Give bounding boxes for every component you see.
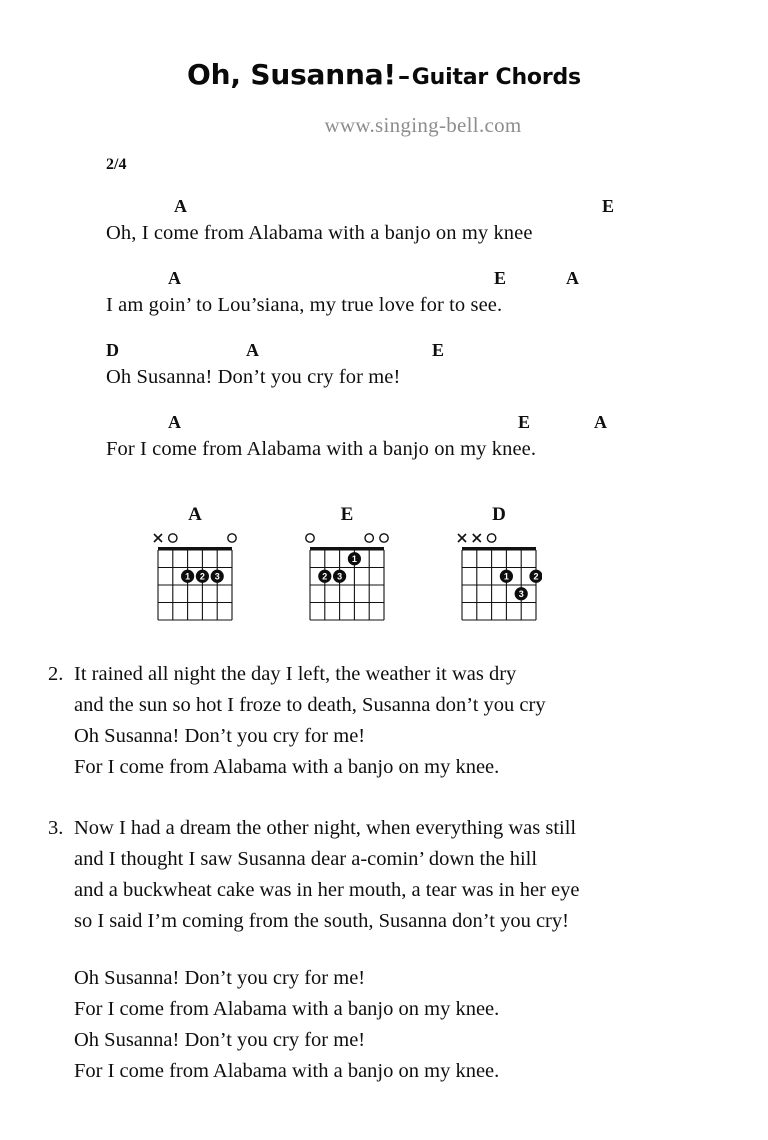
verse-line: and a buckwheat cake was in her mouth, a tear was in her eye (74, 879, 580, 901)
verse-line: so I said I’m coming from the south, Susanna don’t you cry! (74, 910, 569, 932)
lyric-line: For I come from Alabama with a banjo on my knee. (106, 438, 537, 460)
verse-line: It rained all night the day I left, the weather it was dry (74, 663, 517, 685)
website-url: www.singing-bell.com (324, 113, 522, 137)
open-string-marker (380, 534, 388, 542)
chord-row (106, 196, 768, 219)
chord-sheet (0, 156, 768, 465)
open-string-marker (365, 534, 373, 542)
open-string-marker (306, 534, 314, 542)
finger-dot (500, 570, 513, 583)
chord-label: E (432, 340, 445, 360)
chord-diagram-E (304, 503, 390, 631)
finger-dot (348, 552, 361, 565)
final-chorus (0, 963, 768, 1087)
chord-row (106, 412, 768, 435)
chord-diagram-name: A (188, 504, 202, 525)
chord-diagram-name: E (340, 504, 354, 525)
chord-diagram-grid (456, 526, 542, 626)
svg-text:1: 1 (503, 571, 509, 582)
svg-text:3: 3 (214, 571, 220, 582)
time-signature: 2/4 (106, 156, 127, 173)
verse-number: 3. (48, 817, 64, 839)
chord-diagram-A (152, 503, 238, 631)
chord-label: A (168, 412, 181, 432)
verse (48, 813, 768, 937)
chord-row (106, 340, 768, 363)
finger-dot (333, 570, 346, 583)
open-string-marker (228, 534, 236, 542)
chord-row (106, 268, 768, 291)
svg-text:2: 2 (322, 571, 328, 582)
chord-diagram-D (456, 503, 542, 631)
svg-text:2: 2 (533, 571, 539, 582)
verse (48, 659, 768, 783)
verse-list (0, 659, 768, 937)
open-string-marker (169, 534, 177, 542)
title-subtitle: Guitar Chords (411, 65, 581, 90)
chord-lyric-line (106, 340, 768, 393)
verse-line: Now I had a dream the other night, when everything was still (74, 817, 577, 839)
verse-line: and I thought I saw Susanna dear a-comin’ down the hill (74, 848, 538, 870)
verse-line: and the sun so hot I froze to death, Susanna don’t you cry (74, 694, 546, 716)
chord-label: E (602, 196, 615, 216)
chord-label: A (168, 268, 181, 288)
chord-label: D (106, 340, 119, 360)
final-chorus-line: For I come from Alabama with a banjo on my knee. (74, 1060, 500, 1082)
chord-label: A (174, 196, 187, 216)
chord-label: E (494, 268, 507, 288)
title-dash: – (397, 62, 410, 90)
page-title (0, 58, 768, 91)
finger-dot (196, 570, 209, 583)
chord-lyric-line (106, 196, 768, 249)
muted-string-marker (473, 534, 481, 542)
chord-lyric-line (106, 268, 768, 321)
finger-dot (211, 570, 224, 583)
finger-dot (181, 570, 194, 583)
verse-line: For I come from Alabama with a banjo on my knee. (74, 756, 500, 778)
svg-text:2: 2 (199, 571, 205, 582)
muted-string-marker (154, 534, 162, 542)
chord-label: A (246, 340, 259, 360)
title-song-name: Oh, Susanna! (187, 58, 396, 91)
chord-label: E (518, 412, 531, 432)
svg-text:3: 3 (518, 589, 524, 600)
chord-diagram-row (0, 503, 768, 631)
muted-string-marker (458, 534, 466, 542)
verse-line: Oh Susanna! Don’t you cry for me! (74, 725, 366, 747)
finger-dot (529, 570, 542, 583)
svg-text:3: 3 (337, 571, 343, 582)
chord-label: A (566, 268, 579, 288)
chord-diagram-grid (152, 526, 238, 626)
open-string-marker (487, 534, 495, 542)
final-chorus-line: For I come from Alabama with a banjo on my knee. (74, 998, 500, 1020)
finger-dot (515, 587, 528, 600)
svg-text:1: 1 (185, 571, 191, 582)
chord-diagram-name: D (492, 504, 506, 525)
lyric-line: Oh, I come from Alabama with a banjo on my knee (106, 222, 533, 244)
finger-dot (318, 570, 331, 583)
lyric-line: I am goin’ to Lou’siana, my true love for to see. (106, 294, 503, 316)
chord-lyric-line (106, 412, 768, 465)
verse-body (74, 659, 768, 783)
svg-text:1: 1 (351, 554, 357, 565)
page-header (0, 0, 768, 138)
chord-diagram-grid (304, 526, 390, 626)
final-chorus-line: Oh Susanna! Don’t you cry for me! (74, 967, 366, 989)
chorus-chord-lines (106, 196, 768, 465)
chord-label: A (594, 412, 607, 432)
lyric-line: Oh Susanna! Don’t you cry for me! (106, 366, 401, 388)
verse-number: 2. (48, 663, 64, 685)
verse-body (74, 813, 768, 937)
final-chorus-line: Oh Susanna! Don’t you cry for me! (74, 1029, 366, 1051)
